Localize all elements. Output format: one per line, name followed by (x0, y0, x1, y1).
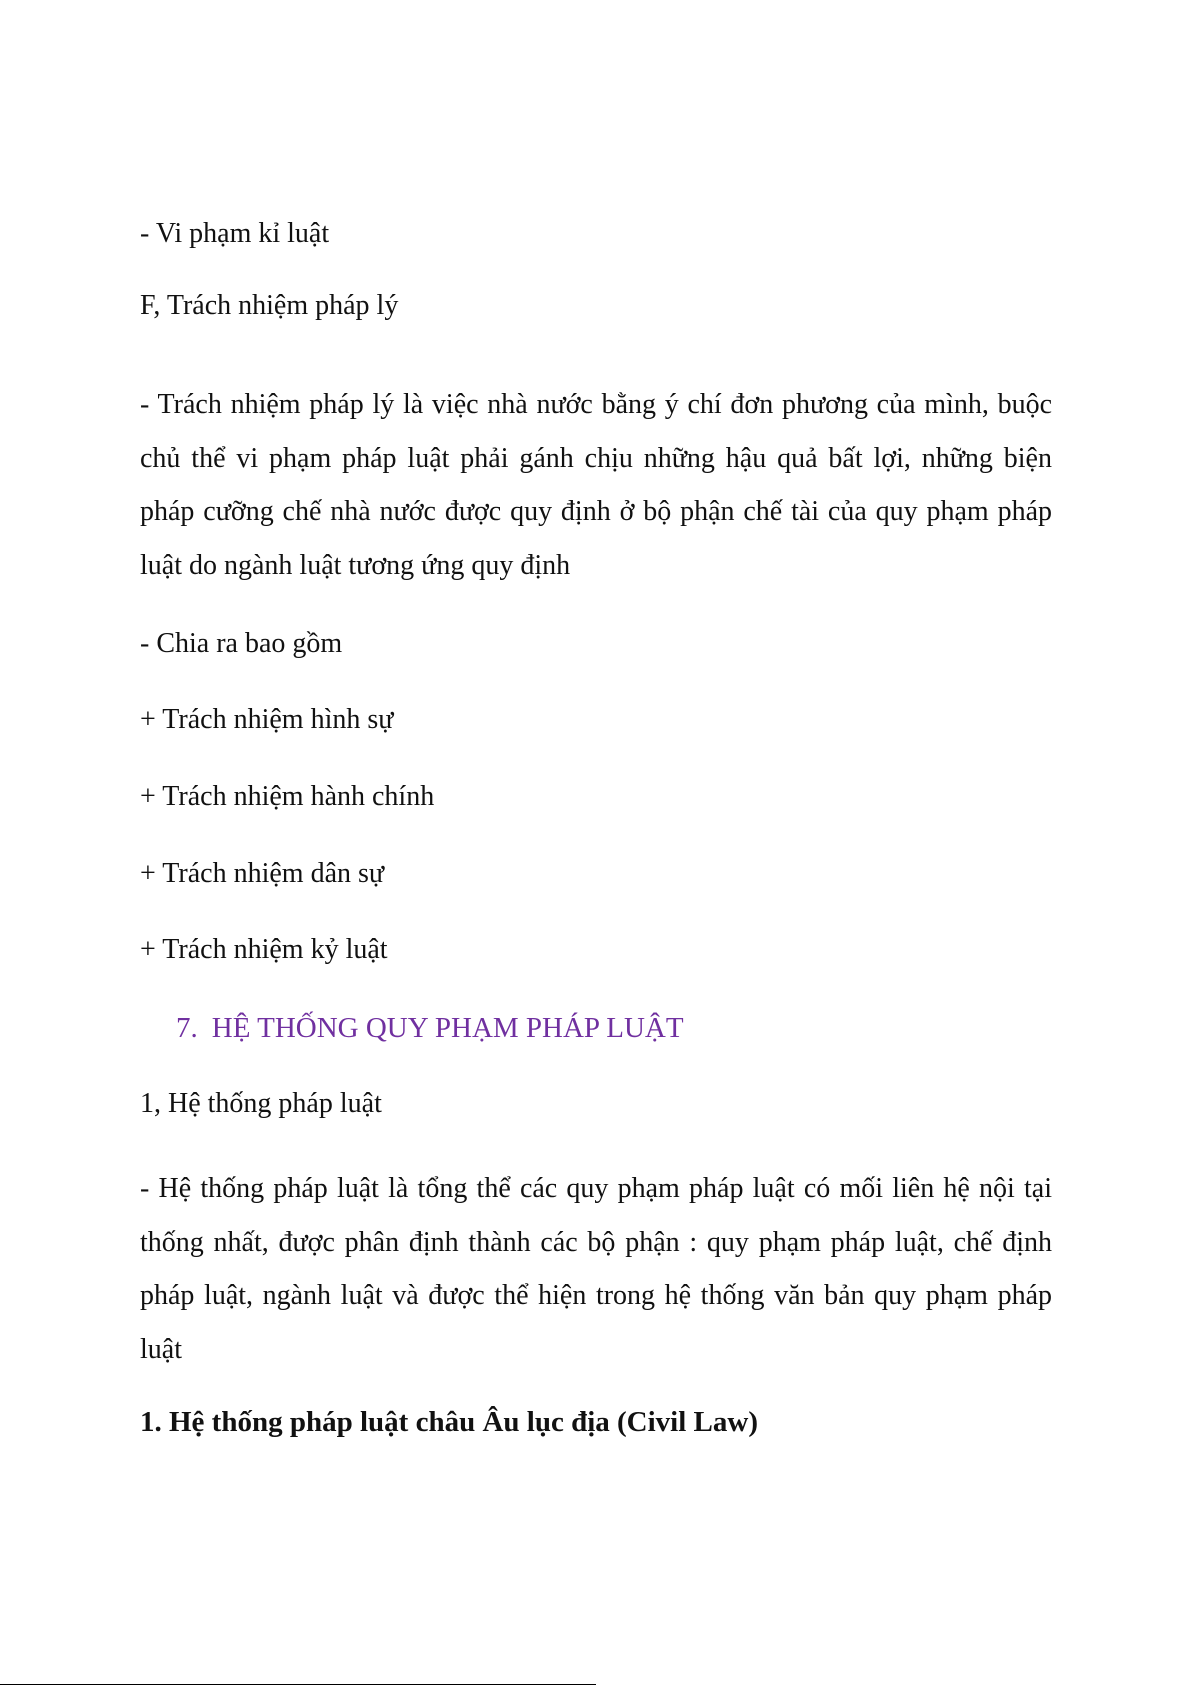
paragraph-he-thong-definition: - Hệ thống pháp luật là tổng thể các quy phạm pháp luật có mối liên hệ nội tại thống nhất, được phân định thành các bộ phận : quy phạm pháp luật, chế định pháp luật, ngành luật và được thể hiện trong hệ thống văn bản quy phạm pháp luật (140, 1173, 1052, 1365)
list-item-ky-luat: + Trách nhiệm kỷ luật (140, 934, 388, 965)
list-item-hanh-chinh: + Trách nhiệm hành chính (140, 781, 435, 812)
text-vi-pham-ki-luat: - Vi phạm kỉ luật (140, 218, 330, 249)
heading-civil-law: 1. Hệ thống pháp luật châu Âu lục địa (Civil Law) (140, 1406, 758, 1438)
list-item-hinh-su: + Trách nhiệm hình sự (140, 704, 394, 735)
paragraph-trach-nhiem-definition: - Trách nhiệm pháp lý là việc nhà nước bằng ý chí đơn phương của mình, buộc chủ thể vi phạm pháp luật phải gánh chịu những hậu quả bất lợi, những biện pháp cưỡng chế nhà nước được quy định ở bộ phận chế tài của quy phạm pháp luật do ngành luật tương ứng quy định (140, 389, 1052, 581)
heading-he-thong-phap-luat: 1, Hệ thống pháp luật (140, 1088, 382, 1119)
section-7-heading (176, 1010, 684, 1046)
list-item-dan-su: + Trách nhiệm dân sự (140, 858, 385, 889)
section-7-title: HỆ THỐNG QUY PHẠM PHÁP LUẬT (211, 1012, 684, 1044)
heading-trach-nhiem-phap-ly: F, Trách nhiệm pháp lý (140, 290, 399, 321)
text-chia-ra: - Chia ra bao gồm (140, 628, 343, 659)
section-7-number: 7. (176, 1012, 198, 1044)
